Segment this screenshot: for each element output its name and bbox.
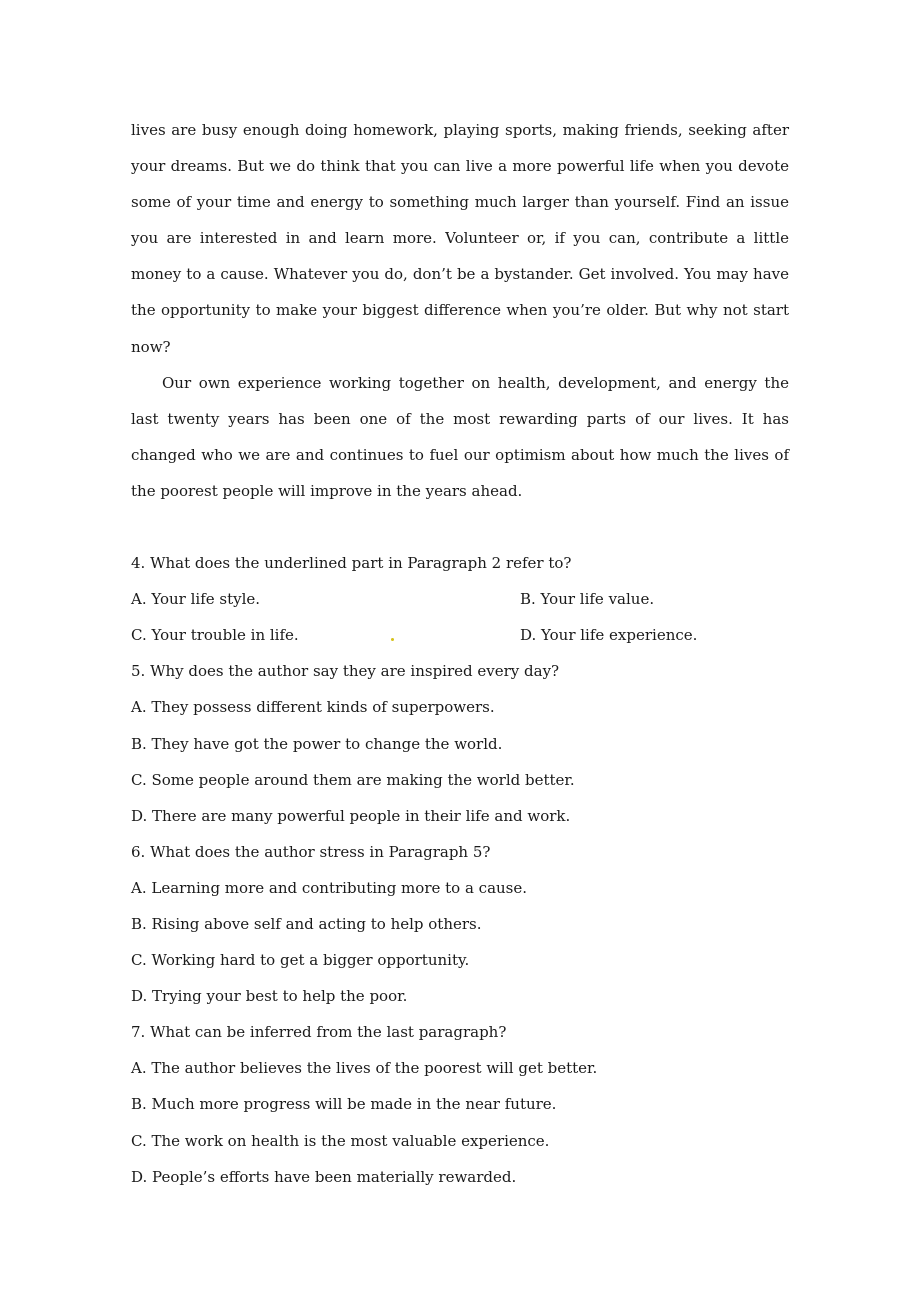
question-stem: 5. Why does the author say they are inspired every day?: [131, 662, 560, 681]
option-d: D. There are many powerful people in their life and work.: [131, 806, 571, 825]
option-a: A. Learning more and contributing more to a cause.: [131, 878, 528, 897]
option-b: B. Much more progress will be made in the near future.: [131, 1095, 557, 1114]
option-b: B. Rising above self and acting to help others.: [131, 914, 482, 933]
question-stem: 6. What does the author stress in Paragraph 5?: [131, 842, 491, 861]
option-c: C. Your trouble in life.: [131, 626, 299, 645]
document-page: [131, 112, 789, 1195]
question-stem: 4. What does the underlined part in Paragraph 2 refer to?: [131, 554, 572, 573]
option-b: B. They have got the power to change the world.: [131, 734, 503, 753]
option-a: A. Your life style.: [131, 590, 261, 609]
option-c: C. Some people around them are making the world better.: [131, 770, 575, 789]
option-d: D. People’s efforts have been materially rewarded.: [131, 1167, 517, 1186]
passage-paragraph: lives are busy enough doing homework, playing sports, making friends, seeking after your dreams. But we do think that you can live a more powerful life when you devote some of your time and energy to something much larger than yourself. Find an issue you are interested in and learn more. Volunteer or, if you can, contribute a little money to a cause. Whatever you do, don’t be a bystander. Get involved. You may have the opportunity to make your biggest difference when you’re older. But why not start now?: [131, 121, 789, 356]
passage-paragraph: Our own experience working together on health, development, and energy the last twenty years has been one of the most rewarding parts of our lives. It has changed who we are and continues to fuel our optimism about how much the lives of the poorest people will improve in the years ahead.: [131, 373, 789, 500]
option-c: C. Working hard to get a bigger opportunity.: [131, 951, 470, 970]
option-d: D. Your life experience.: [520, 626, 698, 645]
question-stem: 7. What can be inferred from the last paragraph?: [131, 1023, 507, 1042]
option-row: [131, 581, 789, 617]
stray-dot-mark: [391, 638, 394, 641]
option-row: [131, 617, 789, 653]
option-a: A. They possess different kinds of superpowers.: [131, 698, 495, 717]
option-d: D. Trying your best to help the poor.: [131, 987, 408, 1006]
option-a: A. The author believes the lives of the poorest will get better.: [131, 1059, 598, 1078]
section-gap: [131, 509, 789, 545]
option-c: C. The work on health is the most valuable experience.: [131, 1131, 550, 1150]
option-b: B. Your life value.: [520, 590, 655, 609]
